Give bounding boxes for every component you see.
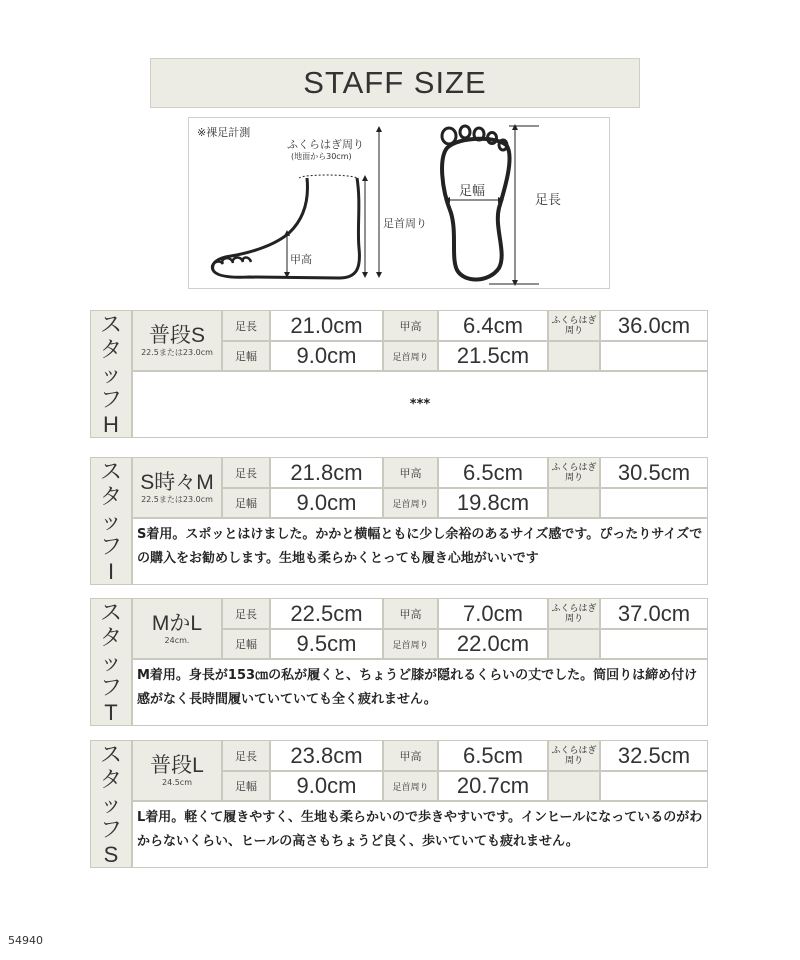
calf-label: ふくらはぎ 周り xyxy=(548,310,600,341)
usual-size: MかL xyxy=(151,611,203,635)
instep-value: 6.5cm xyxy=(438,740,548,771)
ankle-label: 足首周り xyxy=(383,771,438,801)
empty-label-cell xyxy=(548,488,600,518)
empty-value-cell xyxy=(600,629,708,659)
foot-length-label: 足長 xyxy=(222,457,270,488)
usual-size: 普段S xyxy=(148,323,205,347)
foot-width-value: 9.0cm xyxy=(270,341,383,371)
usual-size-cell xyxy=(132,598,222,659)
foot-length-label: 足長 xyxy=(222,310,270,341)
staff-name-vertical xyxy=(90,598,132,726)
calf-label: ふくらはぎ 周り xyxy=(548,740,600,771)
usual-size: S時々M xyxy=(140,470,214,494)
staff-name-vertical xyxy=(90,457,132,585)
staff-name-char: ッ xyxy=(99,791,122,817)
staff-name-char: フ xyxy=(99,816,122,842)
ankle-label: 足首周り xyxy=(383,629,438,659)
staff-name-char: ッ xyxy=(99,361,122,387)
instep-label: 甲高 xyxy=(383,598,438,629)
empty-label-cell xyxy=(548,771,600,801)
measurement-diagram xyxy=(188,117,610,289)
staff-comment: M着用。身長が153㎝の私が履くと、ちょうど膝が隠れるくらいの丈でした。筒回りは締め付け感がなく長時間履いていていても全く疲れません。 xyxy=(132,659,708,726)
staff-name-char: タ xyxy=(99,336,122,362)
staff-card-t xyxy=(90,598,708,726)
ankle-value: 19.8cm xyxy=(438,488,548,518)
foot-width-label: 足幅 xyxy=(222,488,270,518)
foot-length-value: 21.8cm xyxy=(270,457,383,488)
ankle-value: 20.7cm xyxy=(438,771,548,801)
foot-length-label: 足長 xyxy=(222,740,270,771)
staff-name-char: タ xyxy=(99,624,122,650)
staff-name-char: フ xyxy=(99,533,122,559)
foot-length-label: 足長 xyxy=(222,598,270,629)
staff-name-char: フ xyxy=(99,674,122,700)
calf-label: ふくらはぎ 周り xyxy=(548,457,600,488)
usual-size-note: 24.5cm xyxy=(161,777,192,787)
foot-width-label: 足幅 xyxy=(222,771,270,801)
calf-value: 36.0cm xyxy=(600,310,708,341)
usual-size-cell xyxy=(132,310,222,371)
instep-value: 7.0cm xyxy=(438,598,548,629)
calf-value: 32.5cm xyxy=(600,740,708,771)
foot-width-label: 足幅 xyxy=(222,629,270,659)
staff-name-char: I xyxy=(107,558,115,584)
calf-label: ふくらはぎ 周り xyxy=(548,598,600,629)
product-code: 54940 xyxy=(8,934,43,947)
page-title: STAFF SIZE xyxy=(150,58,640,108)
staff-name-char: S xyxy=(103,841,119,867)
usual-size-note: 22.5または23.0cm xyxy=(141,347,213,357)
staff-name-char: フ xyxy=(99,386,122,412)
staff-card-i xyxy=(90,457,708,585)
instep-diagram-label: 甲高 xyxy=(290,253,312,266)
staff-name-char: ス xyxy=(99,599,122,625)
calf-sub-label: (地面から30cm) xyxy=(291,152,352,161)
staff-name-vertical xyxy=(90,310,132,438)
calf-label: ふくらはぎ周り xyxy=(287,138,364,151)
instep-value: 6.4cm xyxy=(438,310,548,341)
staff-name-vertical xyxy=(90,740,132,868)
width-diagram-label: 足幅 xyxy=(459,184,486,199)
staff-name-char: ス xyxy=(99,458,122,484)
staff-card-h xyxy=(90,310,708,438)
diagram-note: ※裸足計測 xyxy=(197,126,251,139)
empty-value-cell xyxy=(600,341,708,371)
staff-name-char: ス xyxy=(99,741,122,767)
staff-comment: L着用。軽くて履きやすく、生地も柔らかいので歩きやすいです。インヒールになっているのがわからないくらい、ヒールの高さもちょうど良く、歩いていても疲れません。 xyxy=(132,801,708,868)
instep-value: 6.5cm xyxy=(438,457,548,488)
instep-label: 甲高 xyxy=(383,310,438,341)
ankle-value: 21.5cm xyxy=(438,341,548,371)
staff-card-s xyxy=(90,740,708,868)
staff-name-char: ッ xyxy=(99,649,122,675)
foot-length-value: 23.8cm xyxy=(270,740,383,771)
foot-width-value: 9.5cm xyxy=(270,629,383,659)
ankle-value: 22.0cm xyxy=(438,629,548,659)
staff-name-char: タ xyxy=(99,483,122,509)
staff-comment: *** xyxy=(132,371,708,438)
staff-name-char: ッ xyxy=(99,508,122,534)
empty-label-cell xyxy=(548,341,600,371)
ankle-label: 足首周り xyxy=(383,341,438,371)
empty-value-cell xyxy=(600,488,708,518)
usual-size-cell xyxy=(132,740,222,801)
instep-label: 甲高 xyxy=(383,740,438,771)
staff-name-char: ス xyxy=(99,311,122,337)
foot-width-value: 9.0cm xyxy=(270,488,383,518)
staff-name-char: H xyxy=(103,411,119,437)
empty-value-cell xyxy=(600,771,708,801)
staff-name-char: タ xyxy=(99,766,122,792)
calf-value: 37.0cm xyxy=(600,598,708,629)
usual-size: 普段L xyxy=(150,753,204,777)
foot-width-label: 足幅 xyxy=(222,341,270,371)
ankle-diagram-label: 足首周り xyxy=(383,217,427,230)
usual-size-cell xyxy=(132,457,222,518)
empty-label-cell xyxy=(548,629,600,659)
length-diagram-label: 足長 xyxy=(535,193,562,208)
ankle-label: 足首周り xyxy=(383,488,438,518)
instep-label: 甲高 xyxy=(383,457,438,488)
calf-value: 30.5cm xyxy=(600,457,708,488)
foot-length-value: 22.5cm xyxy=(270,598,383,629)
foot-width-value: 9.0cm xyxy=(270,771,383,801)
staff-comment: S着用。スポッとはけました。かかと横幅ともに少し余裕のあるサイズ感です。ぴったりサイズでの購入をお勧めします。生地も柔らかくとっても履き心地がいいです xyxy=(132,518,708,585)
foot-length-value: 21.0cm xyxy=(270,310,383,341)
staff-name-char: T xyxy=(104,699,118,725)
usual-size-note: 22.5または23.0cm xyxy=(141,494,213,504)
usual-size-note: 24cm. xyxy=(164,635,190,645)
